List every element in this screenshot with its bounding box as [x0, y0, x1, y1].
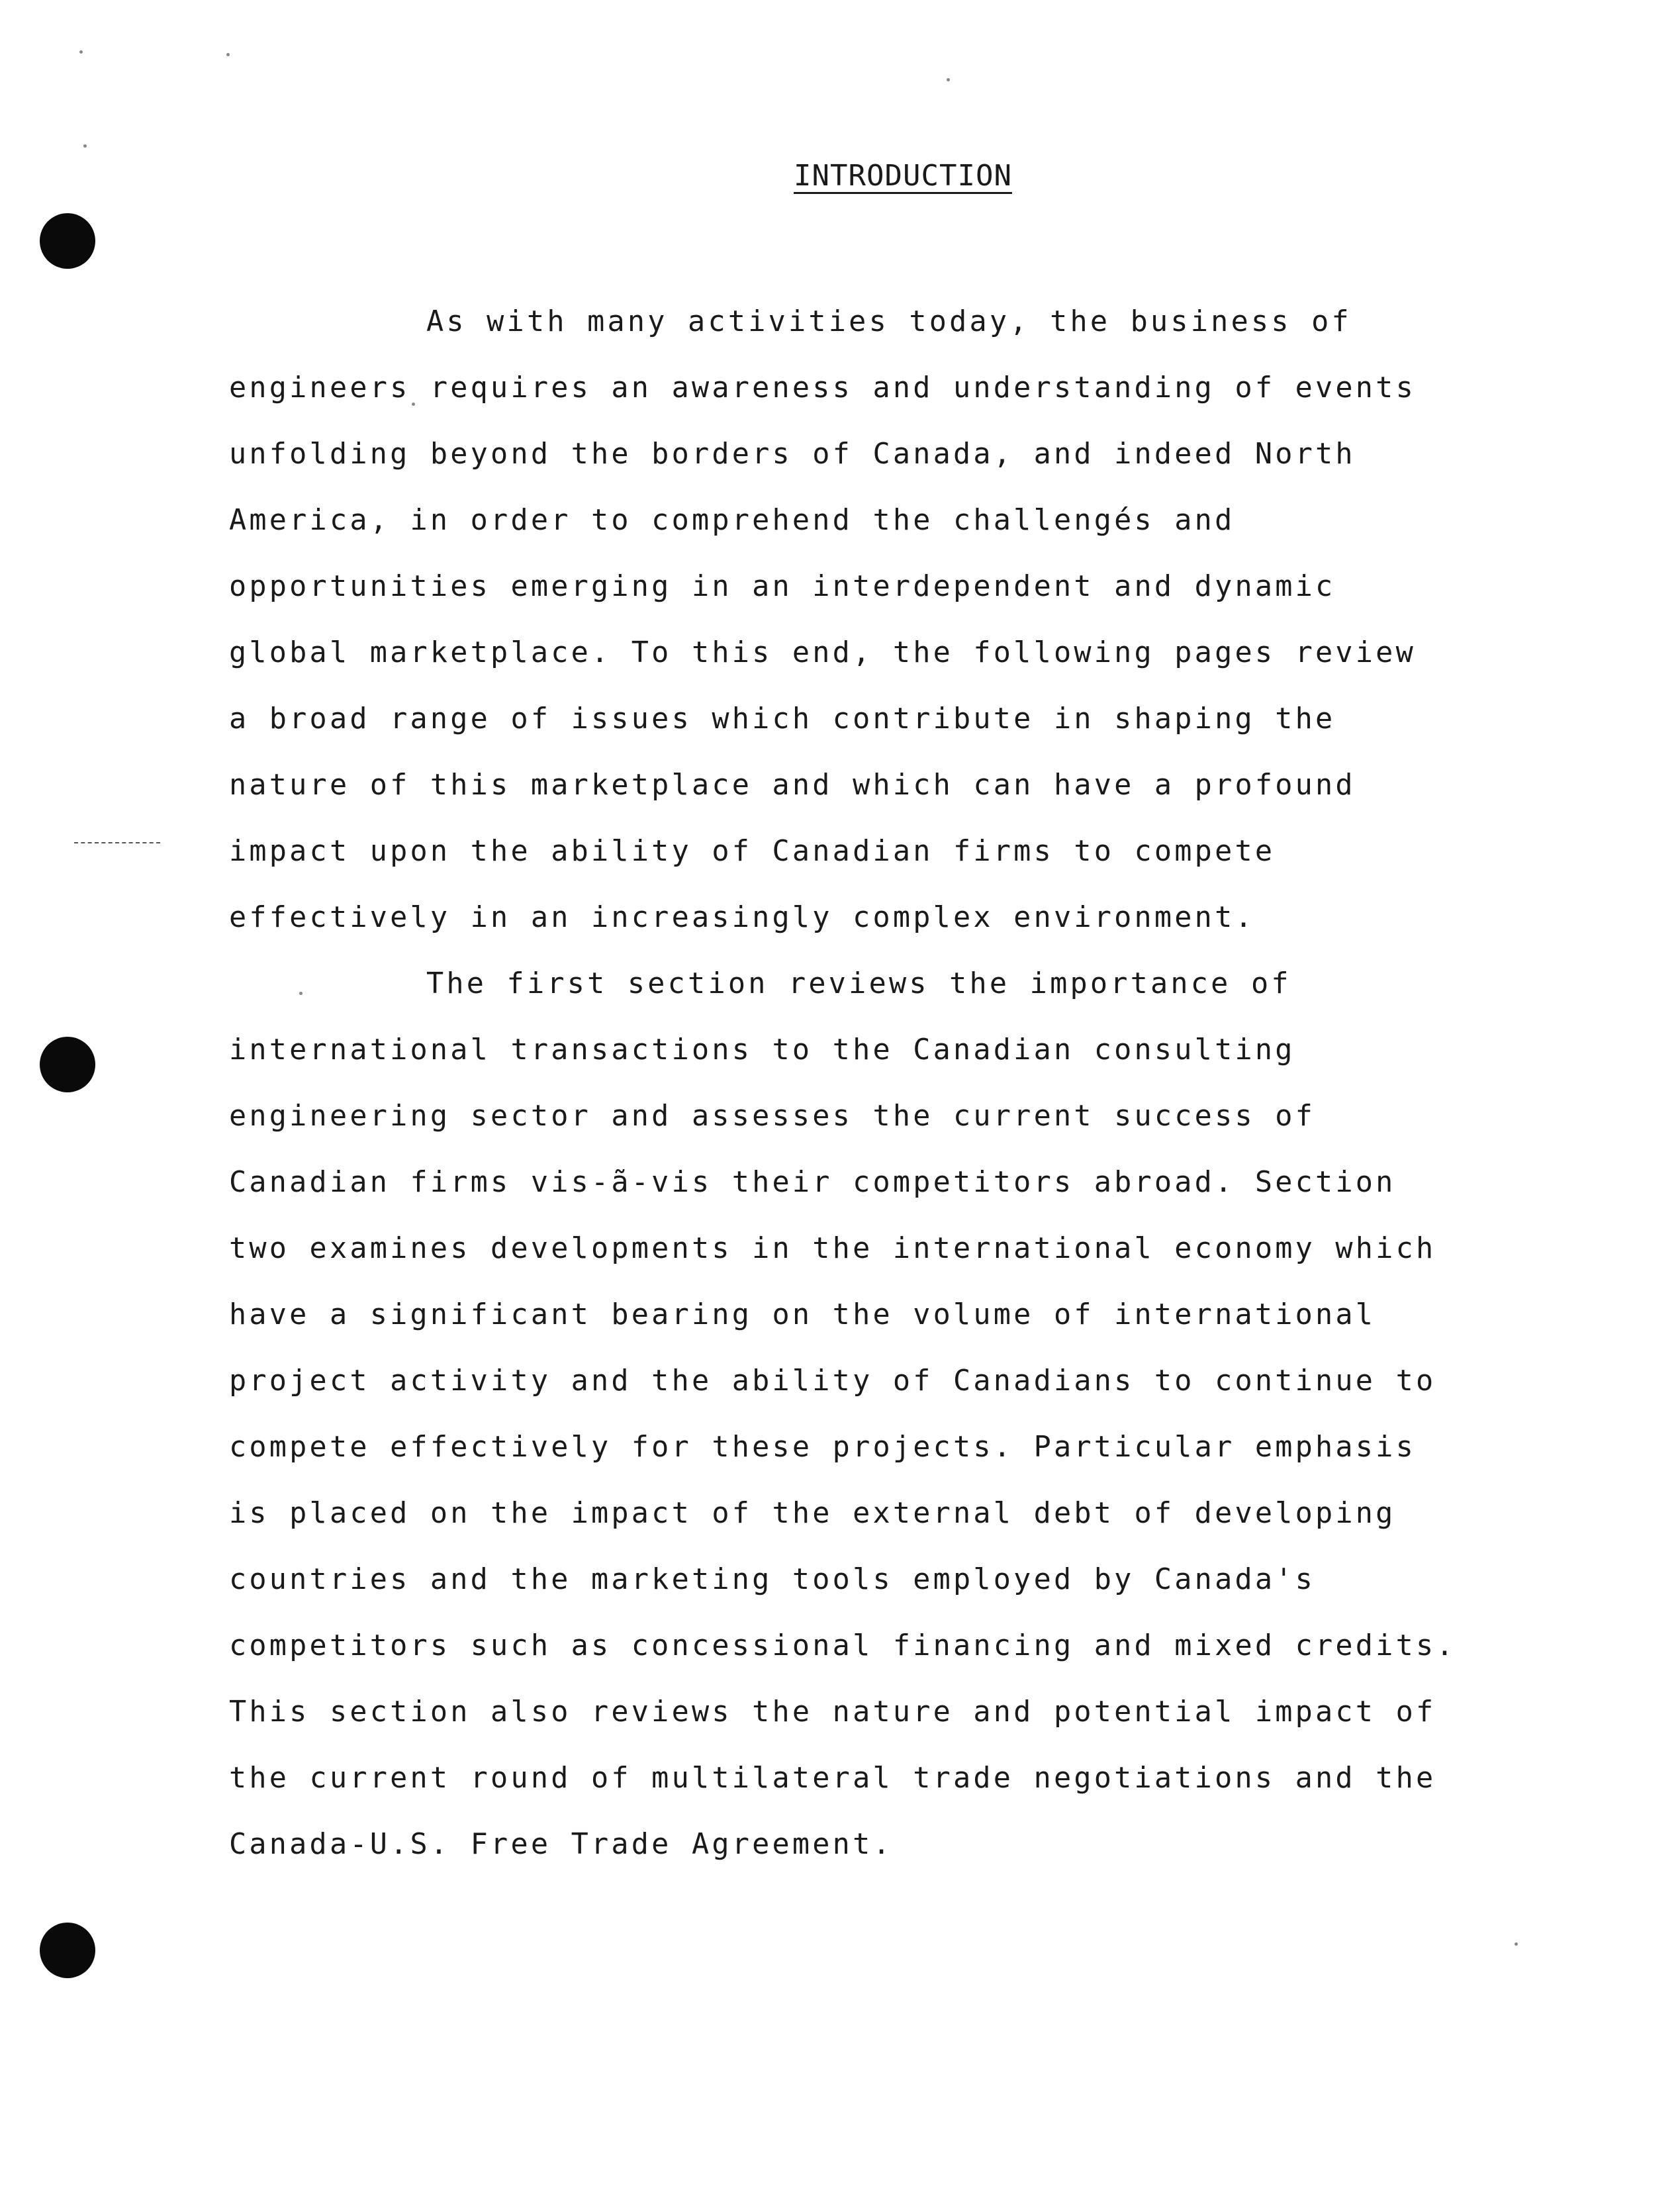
- scan-speck: [1515, 1942, 1518, 1946]
- text-line: As with many activities today, the business of: [426, 305, 1352, 338]
- text-line: compete effectively for these projects. Particular emphasis: [229, 1431, 1416, 1464]
- text-line: Canada-U.S. Free Trade Agreement.: [229, 1828, 893, 1861]
- text-line: The first section reviews the importance of: [426, 967, 1291, 1000]
- page-title: [0, 158, 1680, 195]
- text-line: global marketplace. To this end, the following pages review: [229, 636, 1416, 669]
- binder-hole-middle: [40, 1037, 95, 1092]
- body-text: [229, 289, 1500, 1878]
- text-line: the current round of multilateral trade negotiations and the: [229, 1762, 1436, 1795]
- text-line: impact upon the ability of Canadian firms to compete: [229, 835, 1276, 868]
- page-title-text: INTRODUCTION: [794, 159, 1012, 193]
- text-line: international transactions to the Canadian consulting: [229, 1033, 1295, 1067]
- binder-hole-top: [40, 213, 95, 269]
- paragraph-2: [229, 951, 1500, 1878]
- scan-speck: [83, 144, 87, 148]
- paragraph-1: [229, 289, 1500, 951]
- text-line: two examines developments in the international economy which: [229, 1232, 1436, 1265]
- text-line: nature of this marketplace and which can have a profound: [229, 769, 1356, 802]
- text-line: competitors such as concessional financing and mixed credits.: [229, 1629, 1456, 1662]
- text-line: America, in order to comprehend the challengés and: [229, 504, 1235, 537]
- text-line: opportunities emerging in an interdependent and dynamic: [229, 570, 1336, 603]
- text-line: is placed on the impact of the external debt of developing: [229, 1497, 1396, 1530]
- text-line: countries and the marketing tools employed by Canada's: [229, 1563, 1316, 1596]
- scan-speck: [79, 50, 83, 54]
- text-line: engineering sector and assesses the current success of: [229, 1100, 1316, 1133]
- text-line: This section also reviews the nature and potential impact of: [229, 1695, 1436, 1729]
- text-line: project activity and the ability of Canadians to continue to: [229, 1364, 1436, 1398]
- text-line: a broad range of issues which contribute in shaping the: [229, 702, 1336, 736]
- scan-speck: [947, 78, 950, 81]
- text-line: effectively in an increasingly complex environment.: [229, 901, 1255, 934]
- margin-mark: [74, 842, 160, 843]
- scan-speck: [226, 53, 230, 56]
- text-line: have a significant bearing on the volume of international: [229, 1298, 1376, 1331]
- text-line: engineers requires an awareness and understanding of events: [229, 371, 1416, 405]
- text-line: Canadian firms vis-ã-vis their competitors abroad. Section: [229, 1166, 1396, 1199]
- binder-hole-bottom: [40, 1923, 95, 1978]
- text-line: unfolding beyond the borders of Canada, and indeed North: [229, 438, 1356, 471]
